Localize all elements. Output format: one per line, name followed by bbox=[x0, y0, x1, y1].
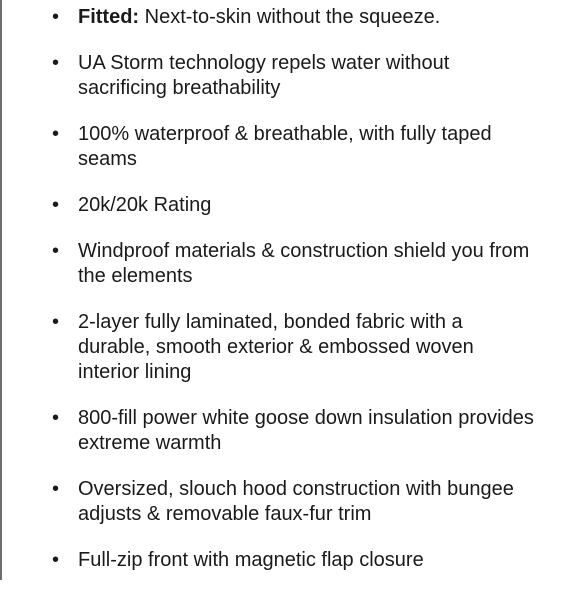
feature-text: 100% waterproof & breathable, with fully taped seams bbox=[78, 123, 492, 170]
feature-text: Full-zip front with magnetic flap closure bbox=[78, 549, 424, 571]
feature-item-waterproof bbox=[0, 122, 560, 172]
bullet-icon: • bbox=[52, 194, 60, 216]
feature-text: Oversized, slouch hood construction with bungee adjusts & removable faux-fur trim bbox=[78, 478, 514, 525]
feature-text: 800-fill power white goose down insulation provides extreme warmth bbox=[78, 407, 534, 454]
feature-item-zip bbox=[0, 548, 560, 573]
bullet-icon: • bbox=[52, 407, 60, 429]
bullet-icon: • bbox=[52, 478, 60, 500]
bullet-icon: • bbox=[52, 6, 60, 28]
feature-item-insulation bbox=[0, 406, 560, 456]
feature-text: Windproof materials & construction shield you from the elements bbox=[78, 240, 530, 287]
bullet-icon: • bbox=[52, 123, 60, 145]
bullet-icon: • bbox=[52, 549, 60, 571]
feature-lead: Fitted: bbox=[78, 6, 140, 28]
feature-text: 20k/20k Rating bbox=[78, 194, 212, 216]
bullet-icon: • bbox=[52, 311, 60, 333]
feature-item-hood bbox=[0, 477, 560, 527]
feature-text: UA Storm technology repels water without sacrificing breathability bbox=[78, 52, 450, 99]
bullet-icon: • bbox=[52, 240, 60, 262]
feature-text: Next-to-skin without the squeeze. bbox=[139, 6, 441, 28]
feature-item-rating bbox=[0, 193, 560, 218]
bullet-icon: • bbox=[52, 52, 60, 74]
feature-item-windproof bbox=[0, 239, 560, 289]
feature-item-fabric bbox=[0, 310, 560, 385]
feature-text: 2-layer fully laminated, bonded fabric with a durable, smooth exterior & embossed woven interior lining bbox=[78, 311, 474, 383]
feature-item-fitted bbox=[0, 0, 560, 30]
feature-item-storm bbox=[0, 51, 560, 101]
